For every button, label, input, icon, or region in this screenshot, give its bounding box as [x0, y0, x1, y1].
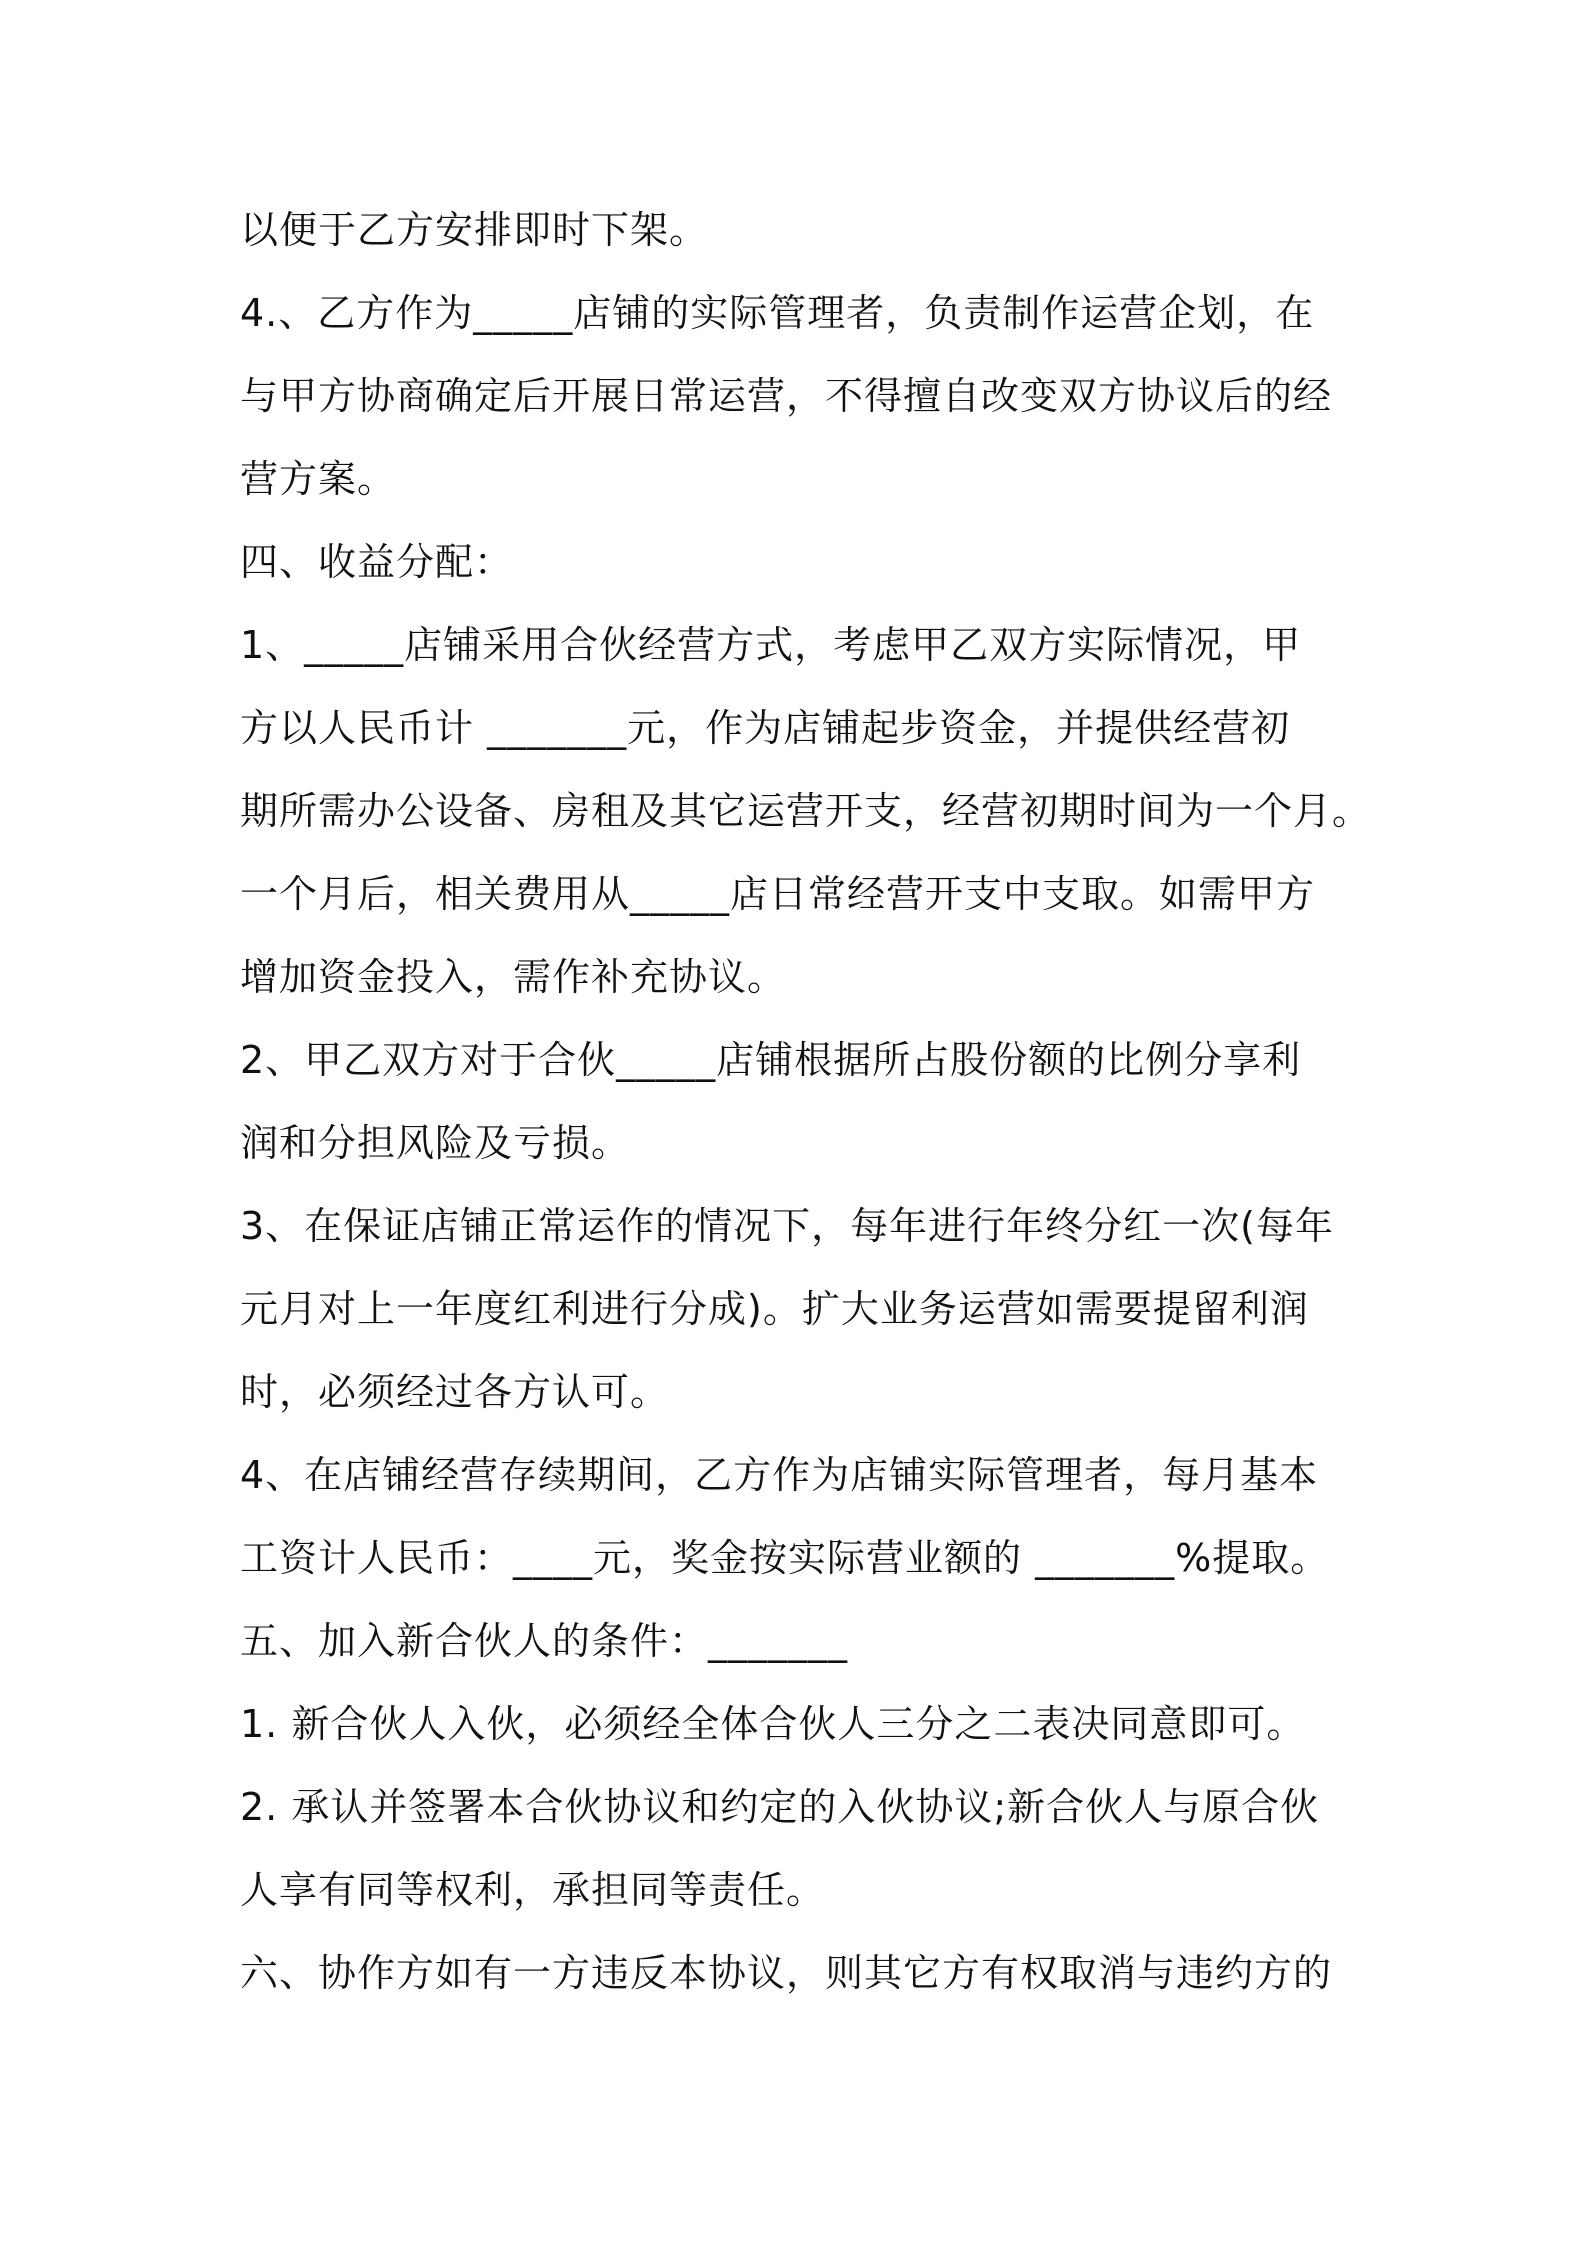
text-line: 元月对上一年度红利进行分成)。扩大业务运营如需要提留利润 — [240, 1287, 1309, 1331]
section-heading: 六、协作方如有一方违反本协议，则其它方有权取消与违约方的 — [240, 1951, 1333, 1995]
text-line: 3、在保证店铺正常运作的情况下，每年进行年终分红一次(每年 — [240, 1204, 1335, 1248]
section-heading: 五、加入新合伙人的条件：_______ — [240, 1619, 849, 1663]
text-line: 4、在店铺经营存续期间，乙方作为店铺实际管理者，每月基本 — [240, 1453, 1319, 1497]
text-line: 与甲方协商确定后开展日常运营，不得擅自改变双方协议后的经 — [240, 374, 1333, 418]
text-line: 营方案。 — [240, 457, 397, 501]
text-line: 时，必须经过各方认可。 — [240, 1370, 670, 1414]
text-line: 2、甲乙双方对于合伙_____店铺根据所占股份额的比例分享利 — [240, 1038, 1302, 1082]
section-heading: 四、收益分配： — [240, 540, 514, 584]
text-line: 2. 承认并签署本合伙协议和约定的入伙协议;新合伙人与原合伙 — [240, 1785, 1320, 1829]
text-line: 以便于乙方安排即时下架。 — [240, 208, 709, 252]
text-line: 工资计人民币：____元，奖金按实际营业额的 _______%提取。 — [240, 1536, 1330, 1580]
text-line: 期所需办公设备、房租及其它运营开支，经营初期时间为一个月。 — [240, 789, 1372, 833]
text-line: 润和分担风险及亏损。 — [240, 1121, 631, 1165]
text-line: 增加资金投入，需作补充协议。 — [240, 955, 787, 999]
text-line: 一个月后，相关费用从_____店日常经营开支中支取。如需甲方 — [240, 872, 1316, 916]
text-line: 1、_____店铺采用合伙经营方式，考虑甲乙双方实际情况，甲 — [240, 623, 1302, 667]
text-line: 4.、乙方作为_____店铺的实际管理者，负责制作运营企划，在 — [240, 291, 1315, 335]
text-line: 方以人民币计 _______元，作为店铺起步资金，并提供经营初 — [240, 706, 1291, 750]
text-line: 1. 新合伙人入伙，必须经全体合伙人三分之二表决同意即可。 — [240, 1702, 1306, 1746]
text-line: 人享有同等权利，承担同等责任。 — [240, 1868, 826, 1912]
